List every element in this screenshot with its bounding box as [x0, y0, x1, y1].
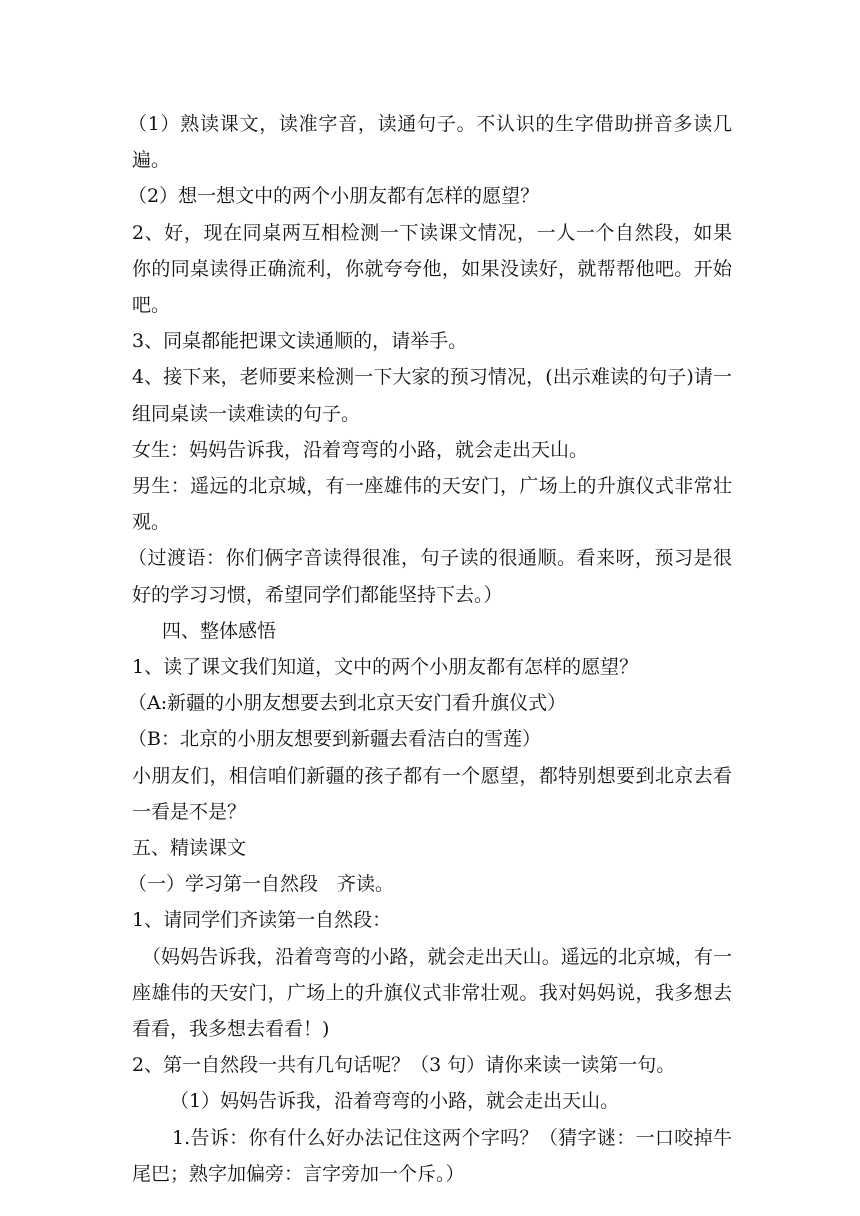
paragraph-wishes-question: 1、读了课文我们知道，文中的两个小朋友都有怎样的愿望？ [132, 656, 639, 679]
paragraph-sentence-one: （1）妈妈告诉我，沿着弯弯的小路，就会走出天山。 [170, 1090, 620, 1113]
paragraph-check-preview: 4、接下来，老师要来检测一下大家的预习情况，(出示难读的句子)请一组同桌读一读难读的句子。 [132, 366, 732, 425]
paragraph-raise-hands: 3、同桌都能把课文读通顺的，请举手。 [132, 330, 468, 353]
paragraph-children-wish: 小朋友们，相信咱们新疆的孩子都有一个愿望，都特别想要到北京去看一看是不是？ [132, 764, 732, 823]
document-body [128, 106, 732, 1192]
paragraph-quoted-text: （妈妈告诉我，沿着弯弯的小路，就会走出天山。遥远的北京城，有一座雄伟的天安门，广场上的升旗仪式非常壮观。我对妈妈说，我多想去看看，我多想去看看！) [132, 945, 732, 1041]
paragraph-girls-read: 女生：妈妈告诉我，沿着弯弯的小路，就会走出天山。 [132, 438, 589, 461]
paragraph-sentence-count: 2、第一自然段一共有几句话呢？（3 句）请你来读一读第一句。 [132, 1054, 676, 1077]
paragraph-peer-check: 2、好，现在同桌两互相检测一下读课文情况，一人一个自然段，如果你的同桌读得正确流利，你就夸夸他，如果没读好，就帮帮他吧。开始吧。 [132, 221, 732, 317]
paragraph-read-together: 1、请同学们齐读第一自然段： [132, 909, 392, 932]
paragraph-character-tip: 1.告诉：你有什么好办法记住这两个字吗？（猜字谜：一口咬掉牛尾巴；熟字加偏旁：言字旁加一个斥。） [132, 1126, 732, 1185]
paragraph-answer-b: （B：北京的小朋友想要到新疆去看洁白的雪莲） [128, 728, 541, 751]
paragraph-boys-read: 男生：遥远的北京城，有一座雄伟的天安门，广场上的升旗仪式非常壮观。 [132, 475, 732, 534]
paragraph-read-aloud: （1）熟读课文，读准字音，读通句子。不认识的生字借助拼音多读几遍。 [128, 113, 732, 172]
section-heading-close-reading: 五、精读课文 [132, 837, 247, 860]
section-heading-overall: 四、整体感悟 [162, 619, 277, 642]
paragraph-answer-a: （A:新疆的小朋友想要去到北京天安门看升旗仪式） [128, 692, 567, 715]
paragraph-think-wishes: （2）想一想文中的两个小朋友都有怎样的愿望？ [128, 185, 540, 208]
subsection-heading-paragraph-one: （一）学习第一自然段 齐读。 [128, 873, 395, 896]
paragraph-transition: （过渡语：你们俩字音读得很准，句子读的很通顺。看来呀，预习是很好的学习习惯，希望同学们都能坚持下去。） [128, 547, 732, 606]
